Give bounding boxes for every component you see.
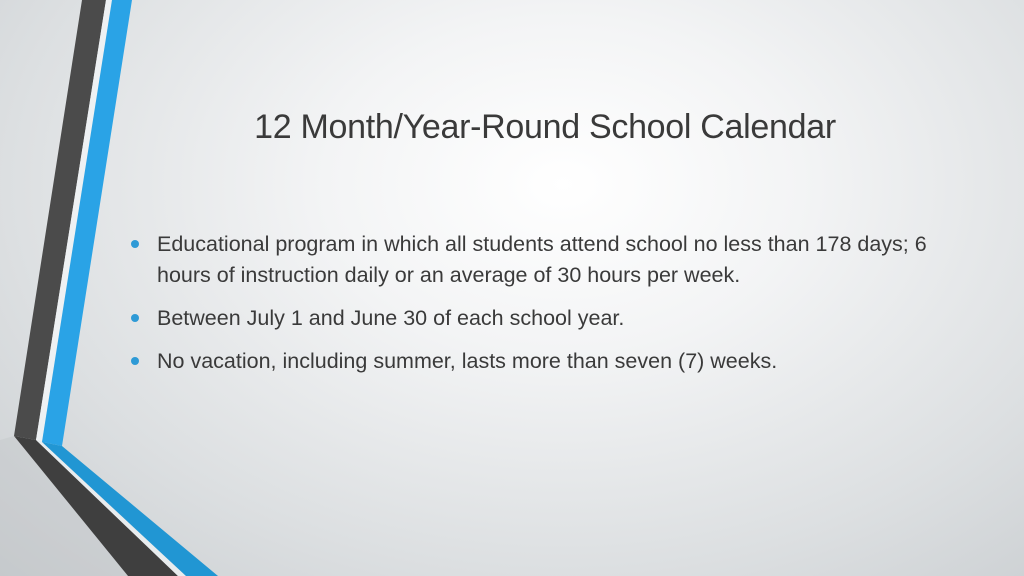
bullet-text: Between July 1 and June 30 of each school year.: [157, 306, 625, 330]
slide-title: 12 Month/Year-Round School Calendar: [254, 108, 836, 146]
bullet-text: Educational program in which all students attend school no less than 178 days; 6 hours of instruction daily or an average of 30 hours per week.: [157, 232, 927, 287]
bullet-item: [128, 346, 928, 377]
bullet-item: [128, 303, 928, 334]
bullet-item: [128, 229, 928, 291]
bullet-icon: [131, 314, 139, 322]
bullet-icon: [131, 240, 139, 248]
bullet-text: No vacation, including summer, lasts more than seven (7) weeks.: [157, 349, 778, 373]
bullet-icon: [131, 357, 139, 365]
bullet-list: [128, 229, 928, 389]
